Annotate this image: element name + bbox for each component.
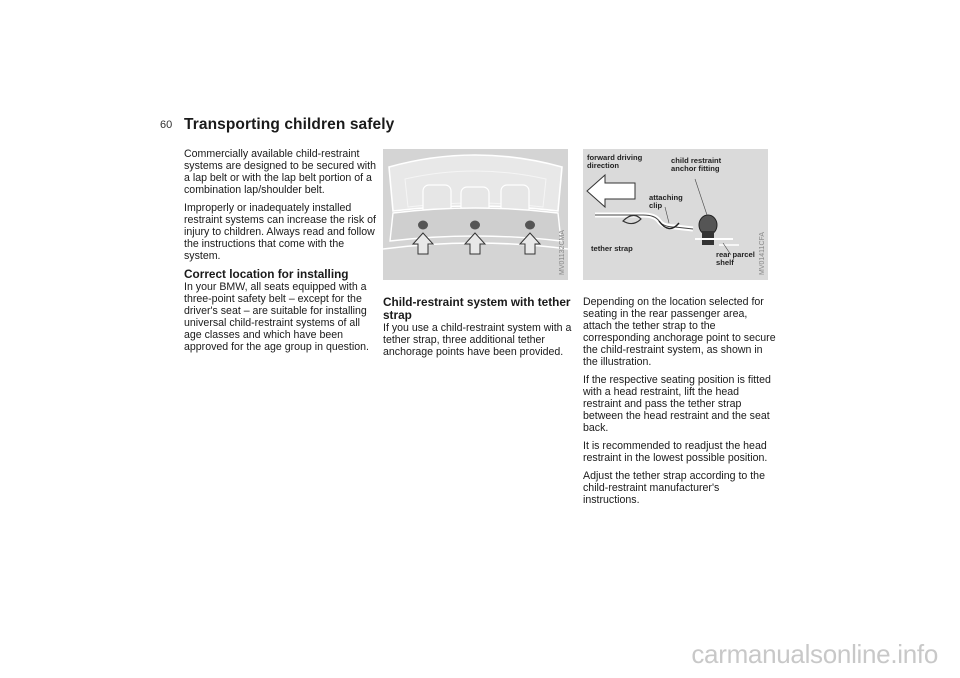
instruction-paragraph: It is recommended to readjust the head restraint in the lowest possible position. [583,440,768,464]
install-location-heading: Correct location for installing [184,267,349,281]
instruction-paragraph: If the respective seating position is fitted with a head restraint, lift the head restraint and pass the tether strap between the head restraint and the seat back. [583,374,771,434]
tether-attachment-illustration [583,149,768,280]
install-location-paragraph: In your BMW, all seats equipped with a three-point safety belt – except for the driver's seat – are suitable for installing universal child-restraint systems of all age classes and which have been approved for the age group in question. [184,281,369,353]
instructions-column [583,296,777,512]
intro-paragraph: Commercially available child-restraint systems are designed to be secured with a lap belt or with the lap belt portion of a combination lap/shoulder belt. [184,148,376,196]
tether-strap-label: tether strap [591,244,633,253]
rear-window-illustration [383,149,568,280]
intro-column [184,148,376,359]
instruction-paragraph: Depending on the location selected for seating in the rear passenger area, attach the tether strap to the corresponding anchorage point to secure the child-restraint system, as shown in the illustration. [583,296,776,368]
page-number: 60 [160,119,173,131]
tether-section-paragraph: If you use a child-restraint system with a tether strap, three additional tether anchorage points have been provided. [383,322,572,358]
site-watermark: carmanualsonline.info [691,639,938,669]
parcel-shelf-label: rear parcel shelf [716,250,755,267]
tether-section-column [383,296,573,364]
rear-window-drawing [383,149,568,280]
attaching-clip-label: attaching clip [649,193,683,210]
page-title: Transporting children safely [184,116,395,133]
anchor-fitting-label: child restraint anchor fitting [671,156,722,173]
instruction-paragraph: Adjust the tether strap according to the child-restraint manufacturer's instructions. [583,470,765,506]
tether-section-heading: Child-restraint system with tether strap [383,295,571,322]
intro-warning-paragraph: Improperly or inadequately installed restraint systems can increase the risk of injury to children. Always read and follow the instructions that come with the system. [184,202,376,262]
figure-code: MV01411CFA [759,231,766,275]
figure-code: MV01132CMA [559,229,566,275]
forward-direction-label: forward driving direction [587,153,643,170]
